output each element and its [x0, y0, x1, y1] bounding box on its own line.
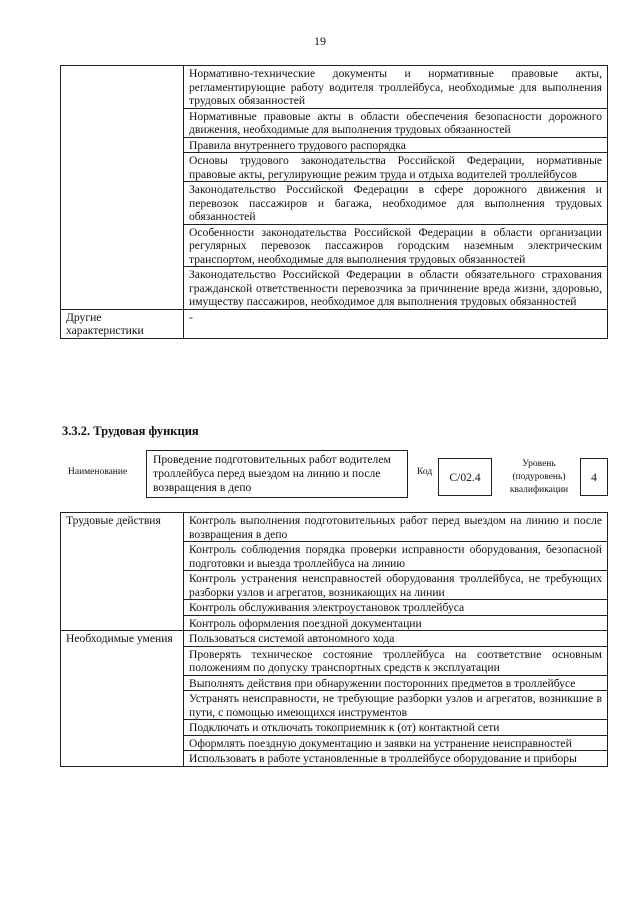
table-cell: Нормативные правовые акты в области обеспечения безопасности дорожного движения, необходимые для выполнения трудовых обязанностей	[184, 108, 608, 137]
table-cell: Правила внутреннего трудового распорядка	[184, 137, 608, 153]
table-cell: Контроль соблюдения порядка проверки исправности оборудования, безопасной подготовки и выезда троллейбуса на линию	[184, 542, 608, 571]
level-label: Уровень (подуровень) квалификации	[509, 459, 569, 495]
table-cell: Нормативно-технические документы и нормативные правовые акты, регламентирующие работу водителя троллейбуса, необходимые для выполнения трудовых обязанностей	[184, 66, 608, 109]
table-cell: Контроль выполнения подготовительных работ перед выездом на линию и после возвращения в депо	[184, 513, 608, 542]
table-cell: Законодательство Российской Федерации в области обязательного страхования гражданской ответственности перевозчика за причинение вреда жизни, здоровью, имуществу пассажиров, необходимое для выполнения трудовых обязанностей	[184, 267, 608, 310]
code-box: C/02.4	[438, 458, 492, 496]
table-cell: Законодательство Российской Федерации в сфере дорожного движения и перевозок пассажиров и багажа, необходимое для выполнения трудовых обязанностей	[184, 182, 608, 225]
other-characteristics-value: -	[184, 309, 608, 338]
table-cell: Устранять неисправности, не требующие разборки узлов и агрегатов, возникшие в пути, с помощью имеющихся инструментов	[184, 691, 608, 720]
actions-label: Трудовые действия	[61, 513, 184, 631]
knowledge-label-cell	[61, 66, 184, 310]
code-label: Код	[417, 467, 433, 477]
name-label: Наименование	[68, 467, 128, 477]
table-row	[61, 66, 608, 109]
other-characteristics-label: Другие характеристики	[61, 309, 184, 338]
table-cell: Оформлять поездную документацию и заявки на устранение неисправностей	[184, 735, 608, 751]
table-row	[61, 631, 608, 647]
skills-label: Необходимые умения	[61, 631, 184, 767]
function-header	[60, 450, 608, 502]
table-cell: Контроль оформления поездной документации	[184, 615, 608, 631]
page-number: 19	[314, 34, 326, 48]
level-box: 4	[580, 458, 608, 496]
table-cell: Контроль устранения неисправностей оборудования троллейбуса, не требующих разборки узлов и агрегатов, возникающих на линии	[184, 571, 608, 600]
table-cell: Выполнять действия при обнаружении посторонних предметов в троллейбусе	[184, 675, 608, 691]
table-cell: Особенности законодательства Российской Федерации в области организации регулярных перевозок пассажиров городским наземным электрическим транспортом, необходимые для выполнения трудовых обязанностей	[184, 224, 608, 267]
table-cell: Проверять техническое состояние троллейбуса на соответствие основным положениям по допуску транспортных средств к эксплуатации	[184, 646, 608, 675]
table-cell: Пользоваться системой автономного хода	[184, 631, 608, 647]
function-name-box: Проведение подготовительных работ водителем троллейбуса перед выездом на линию и после возвращения в депо	[146, 450, 408, 498]
knowledge-table-continued	[60, 65, 608, 339]
table-row	[61, 513, 608, 542]
table-row	[61, 309, 608, 338]
table-cell: Подключать и отключать токоприемник к (от) контактной сети	[184, 720, 608, 736]
section-heading: 3.3.2. Трудовая функция	[62, 424, 199, 438]
table-cell: Контроль обслуживания электроустановок троллейбуса	[184, 600, 608, 616]
function-details-table	[60, 512, 608, 767]
table-cell: Использовать в работе установленные в троллейбусе оборудование и приборы	[184, 751, 608, 767]
table-cell: Основы трудового законодательства Российской Федерации, нормативные правовые акты, регулирующие режим труда и отдыха водителей троллейбусов	[184, 153, 608, 182]
